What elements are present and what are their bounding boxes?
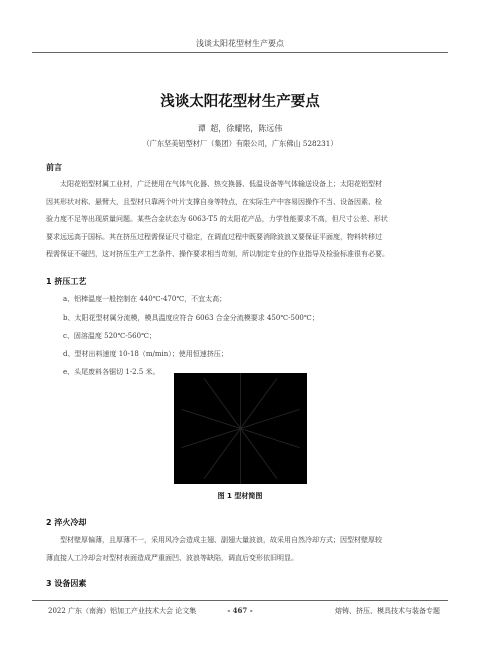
figure-caption: 图 1 型材简图 bbox=[217, 492, 263, 500]
paragraph-line: 太阳花铝型材属工业材，广泛使用在气体气化器、热交换器、低温设备等气体输送设备上；太阳花铝型材 bbox=[60, 180, 382, 188]
paragraph-line: 验力度不足等出现质量问题。某些合金状态为 6063-T5 的太阳花产品，力学性能要求不高，但尺寸公差、形状 bbox=[46, 215, 388, 223]
paragraph-line: 薄直接人工冷却会对型材表面造成严重面凹、波浪等缺陷，调直后变形依旧明显。 bbox=[46, 553, 298, 562]
profile-figure-drawing bbox=[174, 373, 307, 484]
footer-topic: 熔铸、挤压、模具技术与装备专题 bbox=[335, 607, 440, 615]
footer-rule bbox=[32, 600, 448, 601]
paragraph-line: 程需保证不碰凹，这对挤压生产工艺条件、操作要求相当苛刻，所以制定专业的作业指导及检验标准很有必要。 bbox=[46, 250, 389, 258]
fin-line bbox=[241, 429, 300, 448]
header-rule bbox=[32, 52, 448, 53]
footer-proceedings: 2022 广东（南海）铝加工产业技术大会 论文集 bbox=[48, 607, 197, 615]
section-heading-equipment: 3 设备因素 bbox=[46, 579, 87, 588]
list-item: a、铝棒温度一般控制在 440℃-470℃，不宜太高； bbox=[63, 295, 227, 303]
fin-line bbox=[241, 378, 277, 428]
authors: 谭 超，徐耀铭，陈远伟 bbox=[197, 124, 283, 133]
preface-paragraph bbox=[46, 176, 441, 264]
section-heading-extrusion: 1 挤压工艺 bbox=[46, 277, 87, 286]
fin-line bbox=[204, 429, 240, 479]
paragraph-line: 因其形状对称、悬臂大，且型材只靠两个叶片支撑自身等特点，在实际生产中容易因操作不当、设备因素、检 bbox=[46, 197, 382, 206]
section-heading-preface: 前言 bbox=[46, 163, 62, 172]
paragraph-line: 要求远远高于国标。其在挤压过程需保证尺寸稳定，在调直过程中既要消除波浪又要保证平面度，物料转移过 bbox=[46, 232, 382, 241]
fin-line bbox=[204, 378, 240, 428]
fin-line bbox=[182, 429, 241, 448]
section-heading-quenching: 2 淬火冷却 bbox=[46, 518, 87, 527]
list-item: b、太阳花型材属分流模，模具温度应符合 6063 合金分流模要求 450℃-500℃； bbox=[63, 314, 319, 322]
page-number: - 467 - bbox=[227, 606, 253, 615]
running-head: 浅谈太阳花型材生产要点 bbox=[196, 39, 284, 48]
paragraph-line: 型材壁厚偏薄，且厚薄不一，采用风冷会造成主翅、副翅大量波浪，故采用自然冷却方式；因型材壁厚较 bbox=[60, 536, 382, 544]
list-item: c、固溶温度 520℃-560℃； bbox=[63, 332, 156, 340]
fin-line bbox=[182, 409, 241, 428]
list-item: e、头尾废料各锯切 1-2.5 米。 bbox=[63, 368, 160, 376]
list-item: d、型材出料速度 10-18（m/min）；使用恒速挤压； bbox=[63, 350, 228, 358]
paper-title: 浅谈太阳花型材生产要点 bbox=[160, 94, 320, 110]
quenching-paragraph bbox=[46, 532, 441, 567]
fin-line bbox=[241, 409, 300, 428]
affiliation: （广东坚美铝型材厂（集团）有限公司，广东佛山 528231） bbox=[142, 139, 338, 148]
fin-line bbox=[241, 429, 277, 479]
profile-figure bbox=[174, 373, 307, 484]
